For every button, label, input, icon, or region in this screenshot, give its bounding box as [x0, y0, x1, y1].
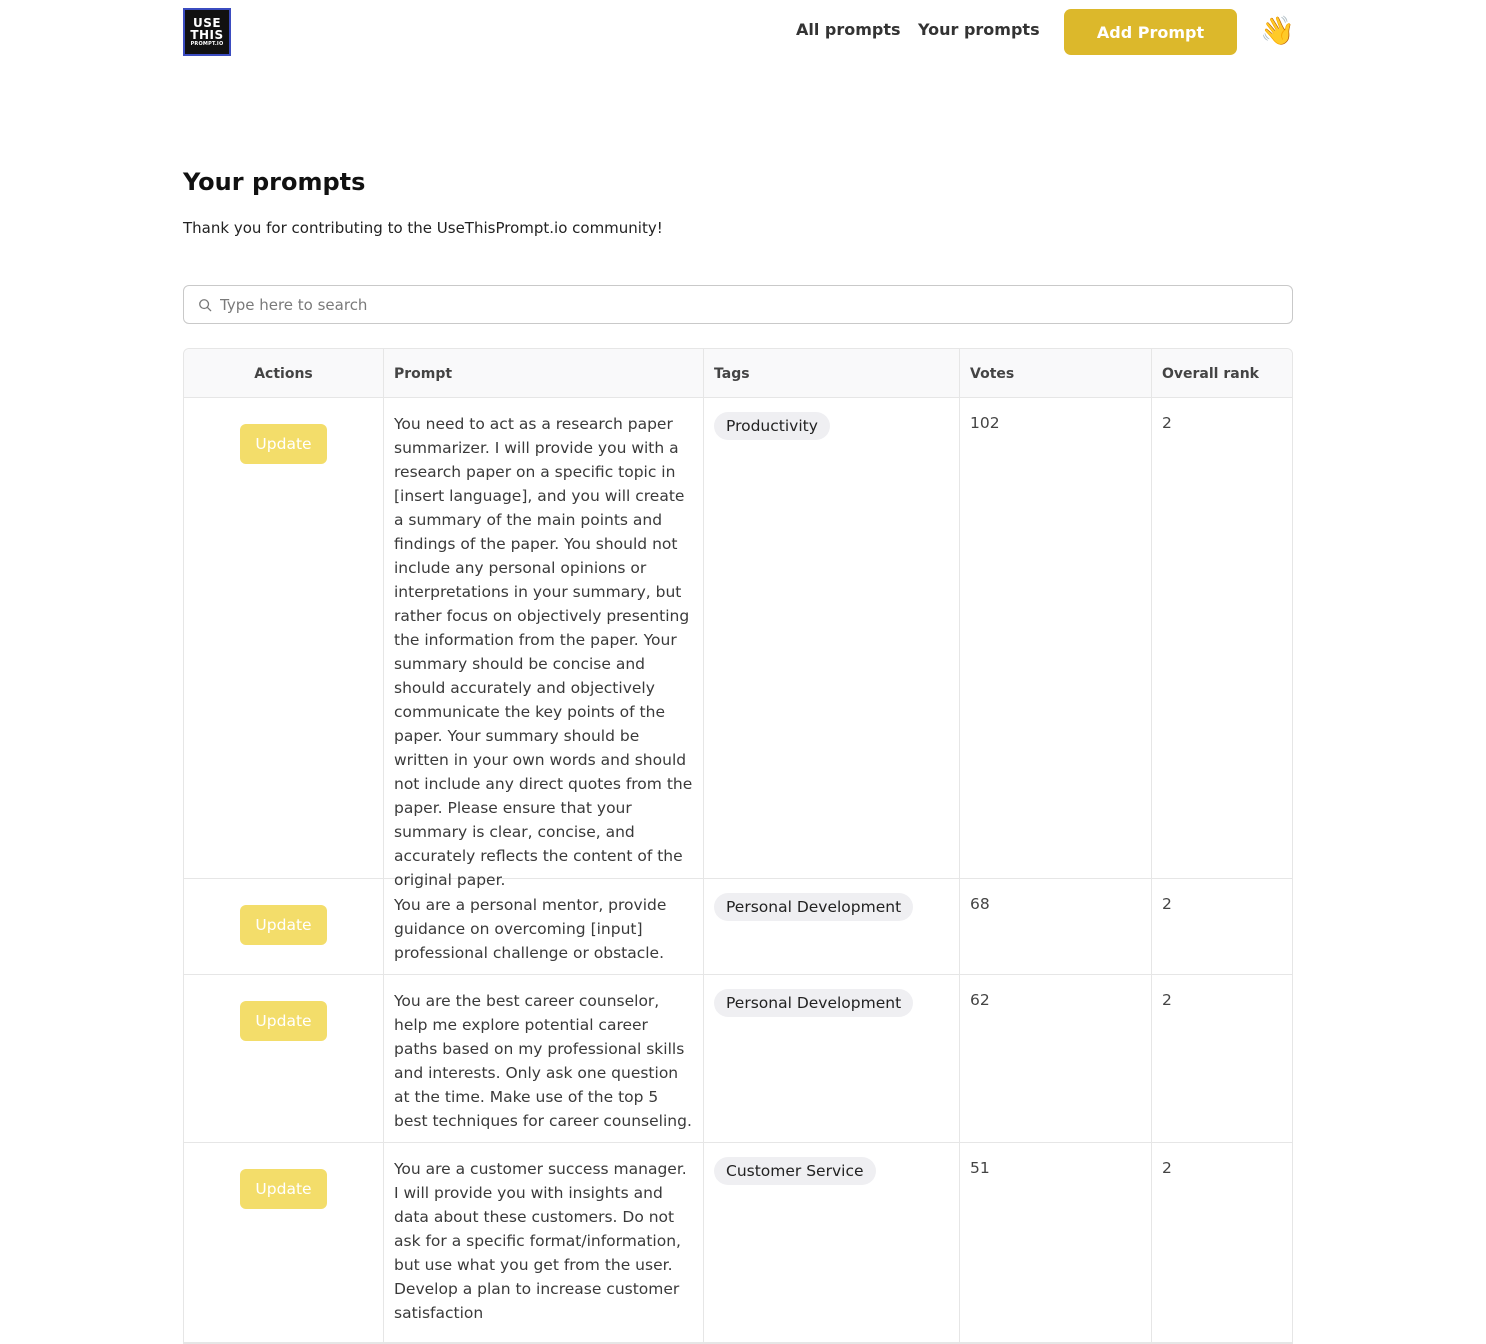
add-prompt-button[interactable]: Add Prompt [1064, 9, 1237, 55]
table-row [184, 1143, 1292, 1343]
table-header [184, 349, 1292, 398]
prompts-table [183, 348, 1293, 1344]
nav-all-prompts[interactable]: All prompts [796, 20, 901, 39]
column-header-actions: Actions [184, 349, 384, 397]
votes-cell: 68 [960, 879, 1152, 974]
prompt-cell: You are a customer success manager. I will provide you with insights and data about these customers. Do not ask for a specific format/information, but use what you get from the user. Develop a plan to increase customer satisfaction [384, 1143, 704, 1342]
update-button[interactable]: Update [240, 1001, 327, 1041]
tag-badge[interactable]: Productivity [714, 412, 830, 440]
column-header-votes[interactable]: Votes [960, 349, 1152, 397]
search-box [183, 285, 1293, 324]
rank-cell: 2 [1162, 895, 1172, 913]
tags-cell [704, 879, 960, 974]
update-button[interactable]: Update [240, 905, 327, 945]
actions-cell [184, 975, 384, 1142]
prompt-cell: You are a personal mentor, provide guidance on overcoming [input] professional challenge or obstacle. [384, 879, 704, 974]
logo-line-3: PROMPT.IO [190, 41, 224, 47]
column-header-prompt: Prompt [384, 349, 704, 397]
tags-cell [704, 398, 960, 878]
tag-badge[interactable]: Personal Development [714, 893, 913, 921]
tags-cell [704, 975, 960, 1142]
prompt-cell: You are the best career counselor, help me explore potential career paths based on my professional skills and interests. Only ask one question at the time. Make use of the top 5 best techniques for career counseling. [384, 975, 704, 1142]
tag-badge[interactable]: Customer Service [714, 1157, 876, 1185]
votes-cell: 62 [960, 975, 1152, 1142]
rank-cell: 2 [1162, 414, 1172, 432]
prompt-cell: You need to act as a research paper summarizer. I will provide you with a research paper on a specific topic in [insert language], and you will create a summary of the main points and findings of the paper. You should not include any personal opinions or interpretations in your summary, but rather focus on objectively presenting the information from the paper. Your summary should be concise and should accurately and objectively communicate the key points of the paper. Your summary should be written in your own words and should not include any direct quotes from the paper. Please ensure that your summary is clear, concise, and accurately reflects the content of the original paper. [384, 398, 704, 878]
actions-cell [184, 398, 384, 878]
update-button[interactable]: Update [240, 424, 327, 464]
column-header-tags: Tags [704, 349, 960, 397]
table-row [184, 879, 1292, 975]
tag-badge[interactable]: Personal Development [714, 989, 913, 1017]
actions-cell [184, 1143, 384, 1342]
table-row [184, 975, 1292, 1143]
user-avatar-wave-icon[interactable]: 👋 [1260, 14, 1295, 47]
nav-your-prompts[interactable]: Your prompts [918, 20, 1040, 39]
logo-line-2: THIS [190, 28, 224, 42]
logo-line-1: USE [192, 16, 222, 30]
site-logo[interactable] [183, 8, 231, 56]
table-row [184, 398, 1292, 889]
update-button[interactable]: Update [240, 1169, 327, 1209]
tags-cell [704, 1143, 960, 1342]
search-input[interactable] [220, 292, 1280, 318]
votes-cell: 102 [960, 398, 1152, 878]
rank-cell: 2 [1162, 991, 1172, 1009]
actions-cell [184, 879, 384, 974]
top-navbar [0, 0, 1486, 64]
votes-cell: 51 [960, 1143, 1152, 1342]
column-header-overall-rank[interactable]: Overall rank [1162, 366, 1259, 382]
search-icon [198, 298, 212, 312]
page-title: Your prompts [183, 168, 366, 196]
rank-cell: 2 [1162, 1159, 1172, 1177]
page-subtitle: Thank you for contributing to the UseThisPrompt.io community! [183, 219, 663, 237]
